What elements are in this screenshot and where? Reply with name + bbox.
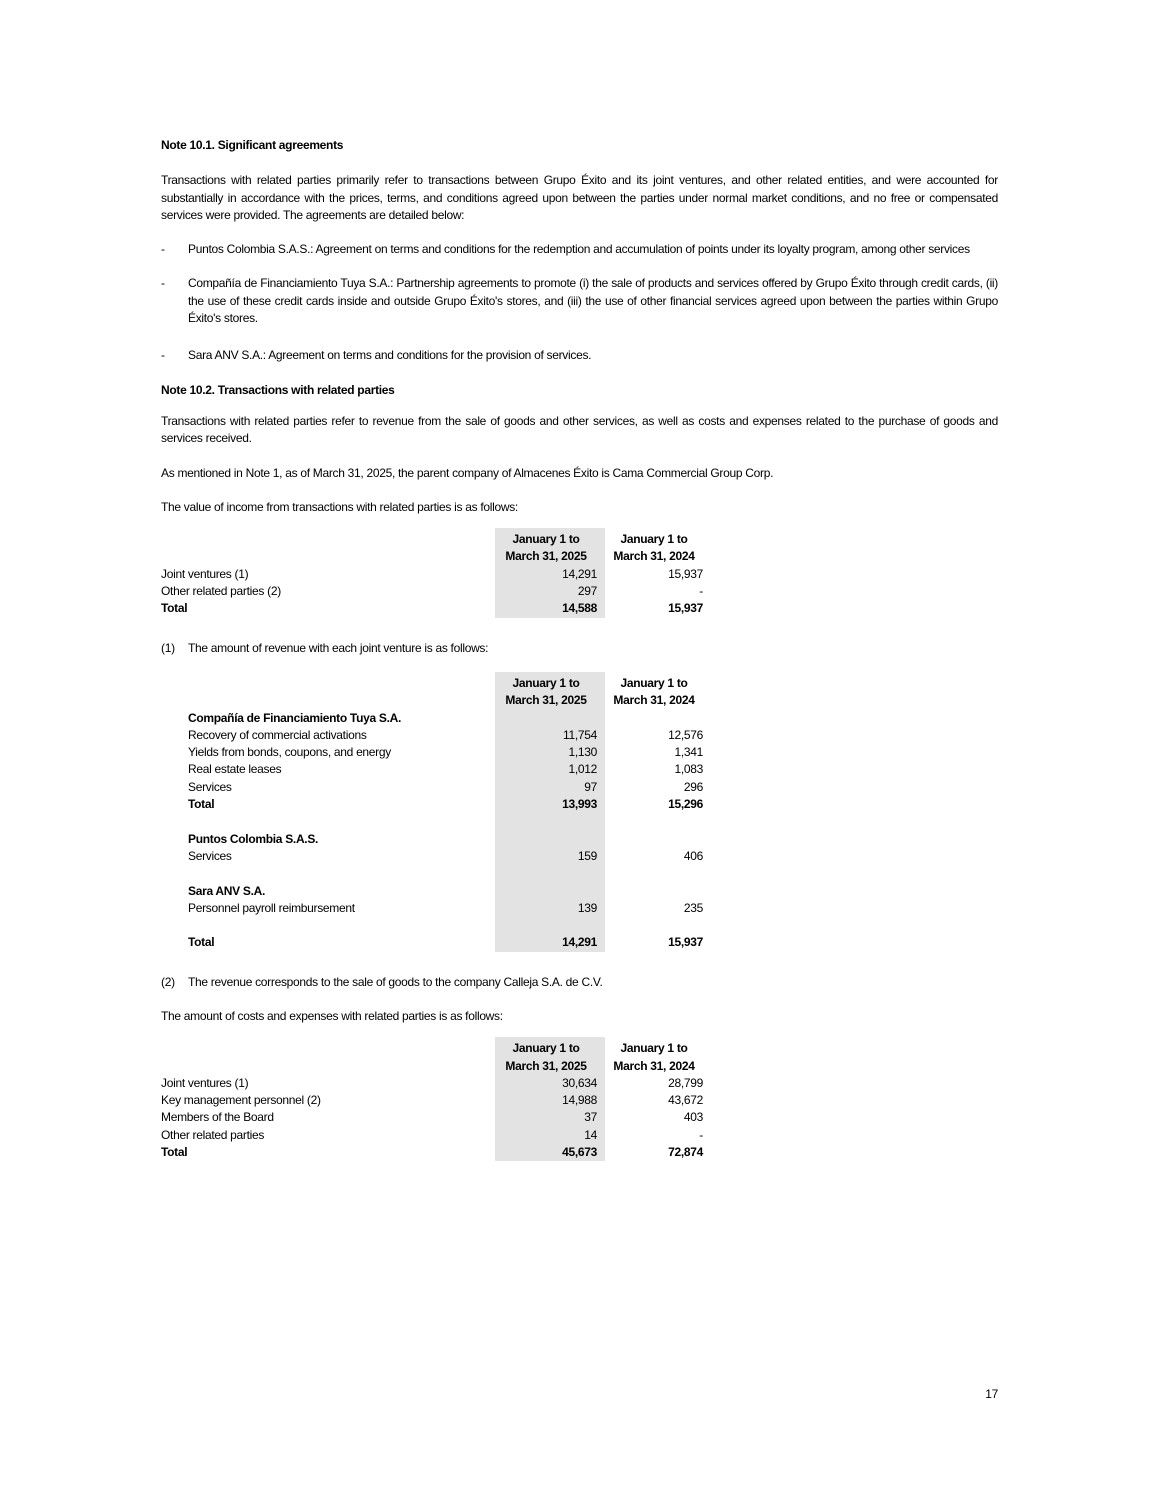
header-spacer [161,1037,495,1075]
column-header-2024 [605,1037,705,1075]
footnote-marker: (2) [161,974,175,989]
column-header-line: March 31, 2024 [613,549,695,564]
value-2024: 296 [683,779,703,794]
value-2025: 297 [495,583,605,600]
table-row [161,1127,998,1144]
column-header-line: January 1 to [512,1041,580,1056]
column-header-line: January 1 to [620,532,688,547]
table-row [161,727,998,744]
income-table-header-row [161,528,998,566]
value-2025 [495,710,605,727]
costs-intro-paragraph: The amount of costs and expenses with related parties is as follows: [161,1008,503,1023]
row-label: Puntos Colombia S.A.S. [188,831,319,846]
table-row [161,1092,998,1109]
row-label: Personnel payroll reimbursement [188,900,355,915]
value-2024: - [699,1127,703,1142]
footnote-marker: (1) [161,640,175,655]
value-2024: 403 [683,1110,703,1125]
row-label: Yields from bonds, coupons, and energy [188,745,391,760]
value-2024 [605,831,705,848]
column-header-line: March 31, 2024 [613,693,695,708]
table-row [161,761,998,778]
footnote-2 [161,974,998,991]
bullet-item-tuya [161,275,998,327]
row-label: Other related parties (2) [161,584,281,599]
table-row-blank [161,813,998,830]
value-2025: 14,291 [495,934,605,951]
bullet-marker: - [161,242,165,257]
note-10-2-heading: Note 10.2. Transactions with related parties [161,382,395,397]
value-2025: 37 [495,1109,605,1126]
column-header-2024 [605,528,705,566]
bullet-text: Compañía de Financiamiento Tuya S.A.: Partnership agreements to promote (i) the sale of products and services offered by Grupo Éxito through credit cards, (ii) the use of these credit cards inside and outside Grupo Éxito's stores, and (iii) the use of other financial services agreed upon between the parties within Grupo Éxito's stores. [188,276,998,326]
note-10-2-overview-paragraph: Transactions with related parties refer to revenue from the sale of goods and other services, as well as costs and expenses related to the purchase of goods and services received. [161,413,998,446]
bullet-item-puntos-colombia [161,241,998,258]
table-row [161,583,998,600]
column-header-2024 [605,672,705,710]
table-row-total [161,600,998,617]
column-header-line: March 31, 2024 [613,1058,695,1073]
row-label: Services [188,779,232,794]
table-row-blank [161,917,998,934]
income-intro-paragraph: The value of income from transactions with related parties is as follows: [161,499,518,514]
value-2025: 30,634 [495,1075,605,1092]
value-2025 [495,883,605,900]
bullet-marker: - [161,348,165,363]
value-2024: 15,937 [668,566,703,581]
value-2025: 139 [495,900,605,917]
row-label: Sara ANV S.A. [188,883,266,898]
row-label: Services [188,848,232,863]
footnote-text: The revenue corresponds to the sale of goods to the company Calleja S.A. de C.V. [188,974,603,989]
column-header-2025 [495,528,605,566]
value-2025: 97 [495,779,605,796]
table-row [161,848,998,865]
value-2025 [495,831,605,848]
value-2024: 406 [683,848,703,863]
income-table [161,528,998,617]
column-header-line: January 1 to [512,675,580,690]
value-2025: 14,291 [495,566,605,583]
header-spacer [161,672,495,710]
value-2025: 1,130 [495,744,605,761]
table-row-total [161,796,998,813]
table-row [161,1075,998,1092]
row-label: Other related parties [161,1127,265,1142]
column-header-2025 [495,1037,605,1075]
table-row-subheader [161,831,998,848]
table-row [161,1109,998,1126]
note-10-1-heading: Note 10.1. Significant agreements [161,138,344,152]
value-2024: 15,937 [668,935,703,950]
footnote-text: The amount of revenue with each joint venture is as follows: [188,640,489,655]
value-2024: 1,341 [674,745,703,760]
row-label: Members of the Board [161,1110,274,1125]
value-2024: 72,874 [668,1145,703,1160]
value-2024: 15,937 [668,601,703,616]
value-2024: 1,083 [674,762,703,777]
column-header-line: March 31, 2025 [505,1058,587,1073]
value-2024: 12,576 [668,727,703,742]
table-row-total [161,1144,998,1161]
row-label: Total [161,1145,188,1160]
value-2025: 14,988 [495,1092,605,1109]
joint-venture-table [161,672,998,952]
row-label: Joint ventures (1) [161,566,249,581]
column-header-line: January 1 to [620,675,688,690]
table-row-subheader [161,710,998,727]
header-spacer [161,528,495,566]
row-label: Joint ventures (1) [161,1075,249,1090]
value-2024: 235 [683,900,703,915]
note-10-1-intro-paragraph: Transactions with related parties primarily refer to transactions between Grupo Éxito and its joint ventures, and other related entities, and were accounted for substantially in accordance with the prices, terms, and conditions agreed upon between the parties under normal market conditions, and no free or compensated services were provided. The agreements are detailed below: [161,173,998,222]
row-label: Total [188,935,215,950]
value-2024 [605,883,705,900]
value-2024: - [699,584,703,599]
value-2025: 159 [495,848,605,865]
value-2025: 14,588 [495,600,605,617]
value-2025: 14 [495,1127,605,1144]
table-row [161,744,998,761]
table-row [161,900,998,917]
row-label: Total [161,601,188,616]
page-number: 17 [985,1387,998,1401]
table-row-subheader [161,883,998,900]
row-label: Key management personnel (2) [161,1093,321,1108]
column-header-line: January 1 to [512,532,580,547]
row-label: Real estate leases [188,762,282,777]
column-header-line: January 1 to [620,1041,688,1056]
value-2024 [605,710,705,727]
bullet-text: Puntos Colombia S.A.S.: Agreement on terms and conditions for the redemption and accumulation of points under its loyalty program, among other services [188,242,970,257]
value-2024: 28,799 [668,1075,703,1090]
value-2025: 1,012 [495,761,605,778]
table-row [161,566,998,583]
table-row [161,779,998,796]
row-label: Compañía de Financiamiento Tuya S.A. [188,710,402,725]
value-2025: 11,754 [495,727,605,744]
value-2024: 43,672 [668,1093,703,1108]
bullet-text: Sara ANV S.A.: Agreement on terms and conditions for the provision of services. [188,348,592,363]
bullet-marker: - [161,276,165,291]
costs-table-header-row [161,1037,998,1075]
column-header-2025 [495,672,605,710]
bullet-item-sara-anv [161,347,998,364]
column-header-line: March 31, 2025 [505,693,587,708]
row-label: Recovery of commercial activations [188,727,367,742]
column-header-line: March 31, 2025 [505,549,587,564]
joint-venture-table-header-row [161,672,998,710]
table-row-total [161,934,998,951]
parent-company-paragraph: As mentioned in Note 1, as of March 31, 2025, the parent company of Almacenes Éxito is Cama Commercial Group Corp. [161,465,774,480]
value-2024: 15,296 [668,797,703,812]
row-label: Total [188,797,215,812]
footnote-1 [161,640,998,657]
value-2025: 45,673 [495,1144,605,1161]
document-content [161,137,998,1161]
costs-table [161,1037,998,1161]
table-row-blank [161,865,998,882]
value-2025: 13,993 [495,796,605,813]
